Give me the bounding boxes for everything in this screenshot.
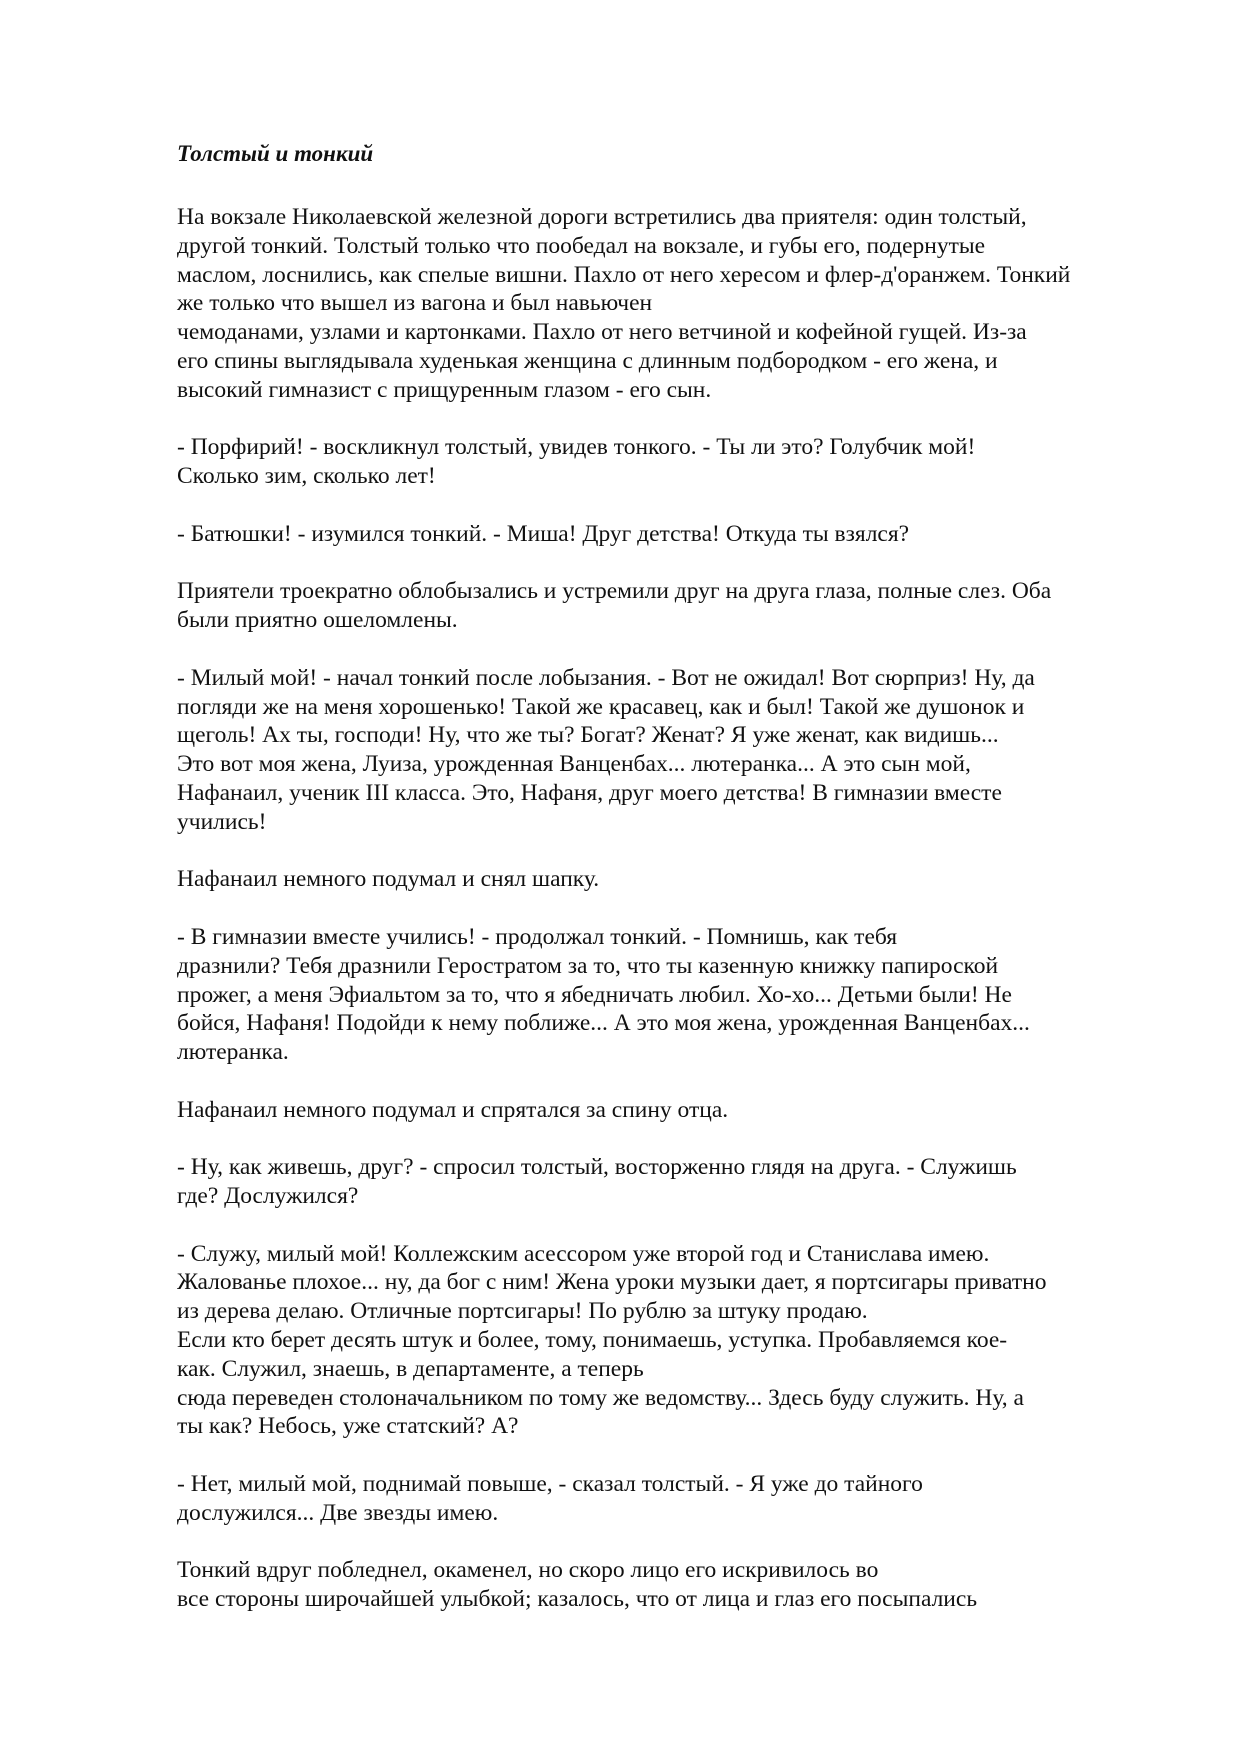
paragraph [177, 1096, 1177, 1125]
text-line: маслом, лоснились, как спелые вишни. Пахло от него хересом и флер-д'оранжем. Тонкий [177, 261, 1071, 288]
text-line: - Батюшки! - изумился тонкий. - Миша! Друг детства! Откуда ты взялся? [177, 520, 910, 547]
text-line: из дерева делаю. Отличные портсигары! По рублю за штуку продаю. [177, 1298, 868, 1325]
text-line: ты как? Небось, уже статский? А? [177, 1413, 519, 1440]
text-line: - Нет, милый мой, поднимай повыше, - сказал толстый. - Я уже до тайного [177, 1471, 923, 1498]
text-line: щеголь! Ах ты, господи! Ну, что же ты? Богат? Женат? Я уже женат, как видишь... [177, 722, 999, 749]
paragraph [177, 865, 1177, 894]
text-line: дослужился... Две звезды имею. [177, 1499, 499, 1526]
paragraph [177, 203, 1177, 405]
text-line: - В гимназии вместе учились! - продолжал тонкий. - Помнишь, как тебя [177, 923, 898, 950]
paragraph [177, 433, 1177, 491]
text-line: чемоданами, узлами и картонками. Пахло от него ветчиной и кофейной гущей. Из-за [177, 319, 1027, 346]
paragraph [177, 1470, 1177, 1528]
paragraph [177, 520, 1177, 549]
paragraph [177, 664, 1177, 837]
text-line: высокий гимназист с прищуренным глазом - его сын. [177, 376, 712, 403]
text-line: Жалованье плохое... ну, да бог с ним! Жена уроки музыки дает, я портсигары приватно [177, 1269, 1047, 1296]
text-line: бойся, Нафаня! Подойди к нему поближе... А это моя жена, урожденная Ванценбах... [177, 1010, 1030, 1037]
text-line: другой тонкий. Толстый только что пообедал на вокзале, и губы его, подернутые [177, 232, 986, 259]
text-line: - Милый мой! - начал тонкий после лобызания. - Вот не ожидал! Вот сюрприз! Ну, да [177, 664, 1035, 691]
text-line: На вокзале Николаевской железной дороги встретились два приятеля: один толстый, [177, 204, 1027, 230]
paragraph [177, 1153, 1177, 1211]
document-body [177, 203, 1177, 1643]
paragraph [177, 1240, 1177, 1442]
text-line: учились! [177, 808, 267, 835]
text-line: Это вот моя жена, Луиза, урожденная Ванценбах... лютеранка... А это сын мой, [177, 751, 971, 778]
text-line: Нафанаил, ученик III класса. Это, Нафаня, друг моего детства! В гимназии вместе [177, 779, 1002, 806]
paragraph [177, 923, 1177, 1067]
text-line: Тонкий вдруг побледнел, окаменел, но скоро лицо его искривилось во [177, 1557, 879, 1584]
text-line: сюда переведен столоначальником по тому же ведомству... Здесь буду служить. Ну, а [177, 1384, 1024, 1411]
text-line: были приятно ошеломлены. [177, 607, 458, 634]
paragraph [177, 577, 1177, 635]
document-title: Толстый и тонкий [177, 141, 374, 166]
text-line: как. Служил, знаешь, в департаменте, а теперь [177, 1355, 644, 1382]
text-line: погляди же на меня хорошенько! Такой же красавец, как и был! Такой же душонок и [177, 693, 1025, 720]
text-line: где? Дослужился? [177, 1183, 359, 1210]
text-line: его спины выглядывала худенькая женщина с длинным подбородком - его жена, и [177, 347, 998, 374]
text-line: - Порфирий! - воскликнул толстый, увидев тонкого. - Ты ли это? Голубчик мой! [177, 434, 976, 461]
text-line: прожег, а меня Эфиальтом за то, что я ябедничать любил. Хо-хо... Детьми были! Не [177, 981, 1012, 1008]
text-line: все стороны широчайшей улыбкой; казалось, что от лица и глаз его посыпались [177, 1586, 978, 1613]
text-line: Если кто берет десять штук и более, тому, понимаешь, уступка. Пробавляемся кое- [177, 1327, 1008, 1354]
text-line: дразнили? Тебя дразнили Геростратом за то, что ты казенную книжку папироской [177, 952, 999, 979]
text-line: Приятели троекратно облобызались и устремили друг на друга глаза, полные слез. Оба [177, 578, 1052, 605]
text-line: же только что вышел из вагона и был навьючен [177, 290, 653, 317]
text-line: Сколько зим, сколько лет! [177, 463, 436, 490]
text-line: Нафанаил немного подумал и снял шапку. [177, 866, 600, 893]
text-line: лютеранка. [177, 1039, 289, 1066]
text-line: - Ну, как живешь, друг? - спросил толстый, восторженно глядя на друга. - Служишь [177, 1154, 1017, 1181]
text-line: Нафанаил немного подумал и спрятался за спину отца. [177, 1096, 729, 1123]
text-line: - Служу, милый мой! Коллежским асессором уже второй год и Станислава имею. [177, 1240, 990, 1267]
paragraph [177, 1556, 1177, 1614]
